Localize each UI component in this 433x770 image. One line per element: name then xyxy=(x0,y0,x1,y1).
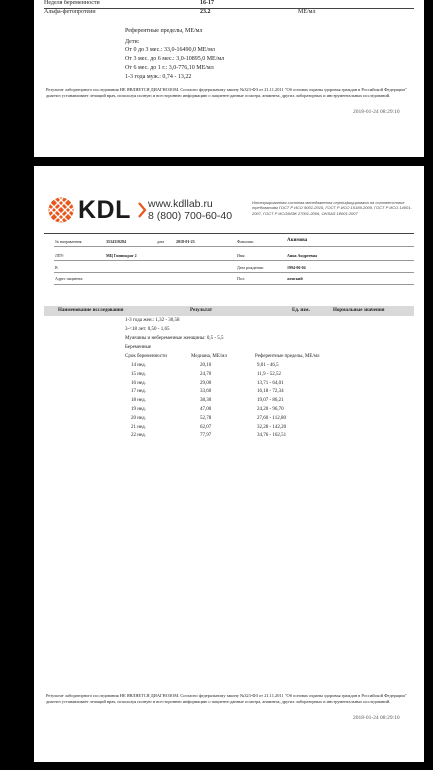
direction-value: 3534310284 xyxy=(106,239,126,244)
preg-row-week: 15 нед. xyxy=(131,371,146,377)
disclaimer: Результат лабораторного исследования НЕ ЯВЛЯЕТСЯ ДИАГНОЗОМ. Согласно федеральному закону №323-ФЗ от 21.11.2011 "Об основах охраны здоровья граждан в Российской Федерации" диагноз устанавливает лечащий врач, используя полную и всесторонюю информацию о пациенте:данные осмотра, анамнеза, других лабораторных и инструментальных исследований. xyxy=(46,87,407,99)
col-header-name: Наименование исследования xyxy=(58,308,124,313)
preg-header-median: Медиана, МЕ/мл xyxy=(191,354,227,359)
reference-line: 1-3 года жен.: 1,32 - 30,58 xyxy=(125,318,180,323)
preg-row-week: 22 нед. xyxy=(131,433,146,439)
preg-row-week: 20 нед. xyxy=(131,415,146,421)
info-divider xyxy=(54,272,414,273)
result-name: Неделя беременности xyxy=(44,0,100,6)
reference-line: От 0 до 3 мес.: 33,0-16490,0 МЕ/мл xyxy=(125,47,215,53)
birth-label: Дата рождения: xyxy=(237,265,264,270)
disclaimer: Результат лабораторного исследования НЕ ЯВЛЯЕТСЯ ДИАГНОЗОМ. Согласно федеральному закону №323-ФЗ от 21.11.2011 "Об основах охраны здоровья граждан в Российской Федерации" диагноз устанавливает лечащий врач, используя полную и всесторонюю информацию о пациенте:данные осмотра, анамнеза, других лабораторных и инструментальных исследований. xyxy=(46,693,407,705)
preg-row-median: 62,07 xyxy=(200,424,212,430)
date-value: 2018-01-23 xyxy=(176,239,195,244)
birth-value: 1994-06-04 xyxy=(287,265,306,270)
surname-value: Акимова xyxy=(287,238,308,243)
reference-children: Дети: xyxy=(125,39,140,45)
col-header-normal: Нормальные значения xyxy=(333,308,385,313)
preg-row-ref: 11,9 - 52,52 xyxy=(257,371,281,377)
preg-row-ref: 34,76 - 162,51 xyxy=(257,433,287,439)
preg-row-median: 20,10 xyxy=(200,363,212,368)
print-timestamp: 2018-01-24 08:29:10 xyxy=(353,715,400,721)
result-unit: МЕ/мл xyxy=(298,9,316,15)
preg-row-median: 24,70 xyxy=(200,371,212,377)
header-divider xyxy=(44,233,414,234)
lpu-label: ЛПУ: xyxy=(55,253,65,258)
preg-row-median: 29,00 xyxy=(200,380,212,386)
report-page-1 xyxy=(34,0,424,157)
result-value: 16-17 xyxy=(200,0,214,6)
preg-row-ref: 27,60 - 112,80 xyxy=(257,415,286,421)
certification-note: Интегрированная система менеджмента сертифицирована на соответствие требованиям ГОСТ Р ИСО 9001-2015, ГОСТ Р ИСО 15189-2009, ГОСТ Р ИСО 14001-2007, ГОСТ Р ИСО/МЭК 27001-2006, OHSAS 18001:2007 xyxy=(252,200,412,216)
preg-header-ref: Референтные пределы, МЕ/мл xyxy=(255,354,320,359)
preg-row-median: 38,30 xyxy=(200,398,212,404)
row-divider xyxy=(44,8,414,9)
reference-line: 3-<18 лет: 0,50 - 1,65 xyxy=(125,327,170,332)
result-value: 23.2 xyxy=(200,9,211,15)
preg-row-median: 33,60 xyxy=(200,389,212,395)
preg-row-median: 47,00 xyxy=(200,407,212,412)
reference-line: 1-3 года муж.: 0,74 - 13,22 xyxy=(125,74,192,80)
results-table-header xyxy=(44,306,414,316)
preg-row-week: 14 нед. xyxy=(131,363,146,368)
sex-label: Пол: xyxy=(237,276,245,281)
preg-row-ref: 19,07 - 86,21 xyxy=(257,398,284,404)
print-timestamp: 2018-01-24 08:29:10 xyxy=(353,109,400,115)
name-value: Анна Андреевна xyxy=(287,253,317,258)
result-name: Альфа-фетопротеин xyxy=(44,9,96,15)
reference-line: Беременные xyxy=(125,345,152,350)
report-page-2 xyxy=(34,166,424,762)
col-header-result: Результат xyxy=(190,308,213,313)
preg-row-median: 52,78 xyxy=(200,415,212,421)
name-label: Имя: xyxy=(237,253,246,258)
lab-header xyxy=(48,197,418,223)
preg-row-week: 18 нед. xyxy=(131,398,146,404)
chevron-right-icon xyxy=(137,201,147,219)
info-divider xyxy=(54,284,414,285)
reference-title: Референтные пределы, МЕ/мл xyxy=(125,28,203,34)
v-label: В xyxy=(55,265,58,270)
surname-label: Фамилия: xyxy=(237,239,254,244)
reference-line: От 6 мес. до 1 г.: 3,0-776,10 МЕ/мл xyxy=(125,65,214,71)
reference-line: Мужчины и небеременные женщины: 0,5 - 5,5 xyxy=(125,336,224,341)
preg-row-median: 77,97 xyxy=(200,433,212,439)
address-label: Адрес пациента: xyxy=(55,276,84,281)
info-divider xyxy=(54,246,414,247)
preg-row-ref: 32,28 - 142,20 xyxy=(257,424,287,430)
date-label: дата xyxy=(157,239,165,244)
lpu-value: МЦ Гиппократ 2 xyxy=(106,253,137,258)
preg-row-week: 17 нед. xyxy=(131,389,146,395)
preg-row-ref: 24,20 - 96,70 xyxy=(257,407,284,412)
preg-row-week: 19 нед. xyxy=(131,407,146,412)
col-header-unit: Ед. изм. xyxy=(292,308,310,313)
preg-header-term: Срок беременности xyxy=(125,354,167,359)
sex-value: женский xyxy=(287,276,303,281)
preg-row-week: 21 нед. xyxy=(131,424,146,430)
preg-row-ref: 9,01 - 46,5 xyxy=(257,363,279,368)
brand-name: KDL xyxy=(78,196,131,224)
preg-row-ref: 16,18 - 72,34 xyxy=(257,389,284,395)
info-divider xyxy=(54,260,414,261)
preg-row-week: 16 нед. xyxy=(131,380,146,386)
direction-label: № направления: xyxy=(55,239,83,244)
preg-row-ref: 13,71 - 64,01 xyxy=(257,380,284,386)
reference-line: От 3 мес. до 6 мес.: 3,0-10895,0 МЕ/мл xyxy=(125,56,225,62)
lab-phone: 8 (800) 700-60-40 xyxy=(148,210,233,222)
lab-website: www.kdllab.ru xyxy=(148,198,213,210)
kdl-logo-icon xyxy=(48,197,74,223)
